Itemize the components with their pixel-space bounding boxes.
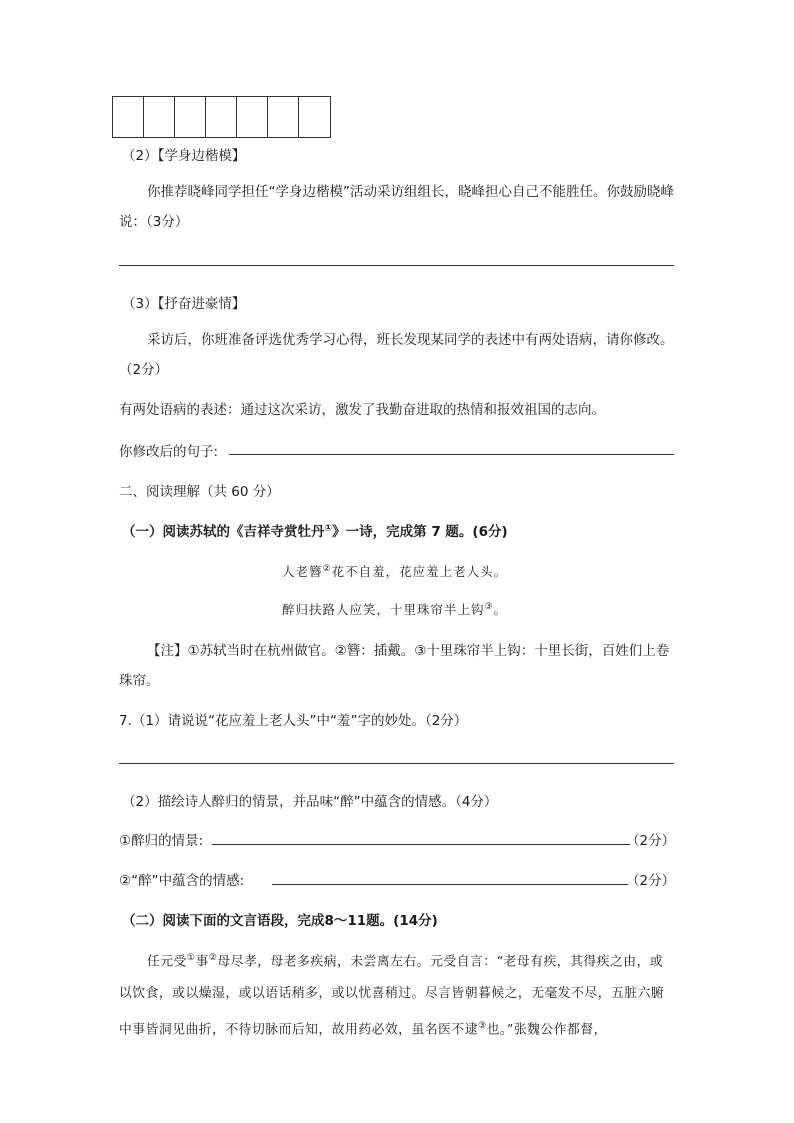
- poem-line-2: [282, 600, 507, 618]
- footnote-marker: ③: [484, 601, 494, 612]
- footnote-marker: ①: [324, 523, 333, 534]
- answer-line[interactable]: [119, 763, 674, 764]
- answer-1-line[interactable]: [212, 844, 630, 845]
- poem-notes: 【注】①苏轼当时在杭州做官。②簪：插戴。③十里珠帘半上钩：十里长街，百姓们上卷珠帘。: [119, 643, 670, 689]
- section-2-heading: （2）【学身边楷模】: [122, 148, 246, 164]
- faulty-sentence: 有两处语病的表述：通过这次采访，激发了我勤奋进取的热情和报效祖国的志向。: [119, 402, 605, 418]
- grid-cell[interactable]: [268, 97, 299, 137]
- classical-section-heading: （二）阅读下面的文言语段，完成8～11题。(14分): [122, 913, 438, 929]
- footnote-marker: ③: [478, 1021, 487, 1032]
- poem-text: 花不自羞，花应羞上老人头。: [331, 564, 508, 579]
- footnote-marker: ②: [322, 563, 332, 574]
- grid-cell[interactable]: [299, 97, 330, 137]
- answer-2-label: ②“醉”中蕴含的情感:: [119, 873, 245, 889]
- passage-text: 母尽孝，母老多疾病，未尝离左右。元受自言：“老母有疾，其得疾之由，或以饮食，或以燥湿，或以语话稍多，或以忧喜稍过。尽言皆朝暮候之，无毫发不尽，五脏六腑中事皆洞见曲折，不待切脉而后知，故用药必效，虽名医不逮: [119, 954, 665, 1038]
- answer-line[interactable]: [119, 265, 674, 266]
- revise-label: 你修改后的句子:: [119, 444, 219, 460]
- part-2-heading: 二、阅读理解（共 60 分）: [119, 484, 280, 500]
- classical-passage: [119, 942, 675, 1047]
- heading-text: 》一诗，完成第 7 题。(6分): [332, 524, 508, 540]
- answer-grid: [112, 96, 331, 138]
- answer-2-line[interactable]: [272, 884, 628, 885]
- grid-cell[interactable]: [144, 97, 175, 137]
- grid-cell[interactable]: [237, 97, 268, 137]
- grid-cell[interactable]: [113, 97, 144, 137]
- passage-text: 也。”张魏公作都督，: [486, 1022, 607, 1038]
- poem-text: 人老簪: [282, 564, 323, 579]
- answer-1-score: （2分）: [626, 833, 676, 849]
- answer-1-label: ①醉归的情景:: [119, 833, 204, 849]
- answer-2-score: （2分）: [626, 873, 676, 889]
- grid-cell[interactable]: [206, 97, 237, 137]
- revise-answer-line[interactable]: [229, 454, 674, 455]
- question-7-1: 7.（1）请说说“花应羞上老人头”中“羞”字的妙处。（2分）: [119, 713, 468, 729]
- passage-text: 事: [195, 954, 209, 970]
- heading-text: （一）阅读苏轼的《吉祥寺赏牡丹: [122, 524, 325, 540]
- poem-text: 。: [493, 602, 508, 617]
- section-3-prompt: 采访后，你班准备评选优秀学习心得，班长发现某同学的表述中有两处语病，请你修改。（2分）: [119, 332, 674, 378]
- grid-cell[interactable]: [175, 97, 206, 137]
- poem-text: 醉归扶路人应笑，十里珠帘半上钩: [282, 602, 485, 617]
- section-2-prompt: 你推荐晓峰同学担任“学身边楷模”活动采访组组长，晓峰担心自己不能胜任。你鼓励晓峰说：（3分）: [119, 184, 674, 230]
- footnote-marker: ①: [186, 953, 196, 963]
- poem-section-heading: [122, 520, 508, 540]
- poem-line-1: [282, 562, 507, 580]
- section-3-heading: （3）【抒奋进豪情】: [122, 296, 246, 312]
- footnote-marker: ②: [208, 953, 218, 963]
- question-7-2: （2）描绘诗人醉归的情景，并品味“醉”中蕴含的情感。（4分）: [122, 794, 498, 810]
- passage-text: 任元受: [147, 954, 187, 970]
